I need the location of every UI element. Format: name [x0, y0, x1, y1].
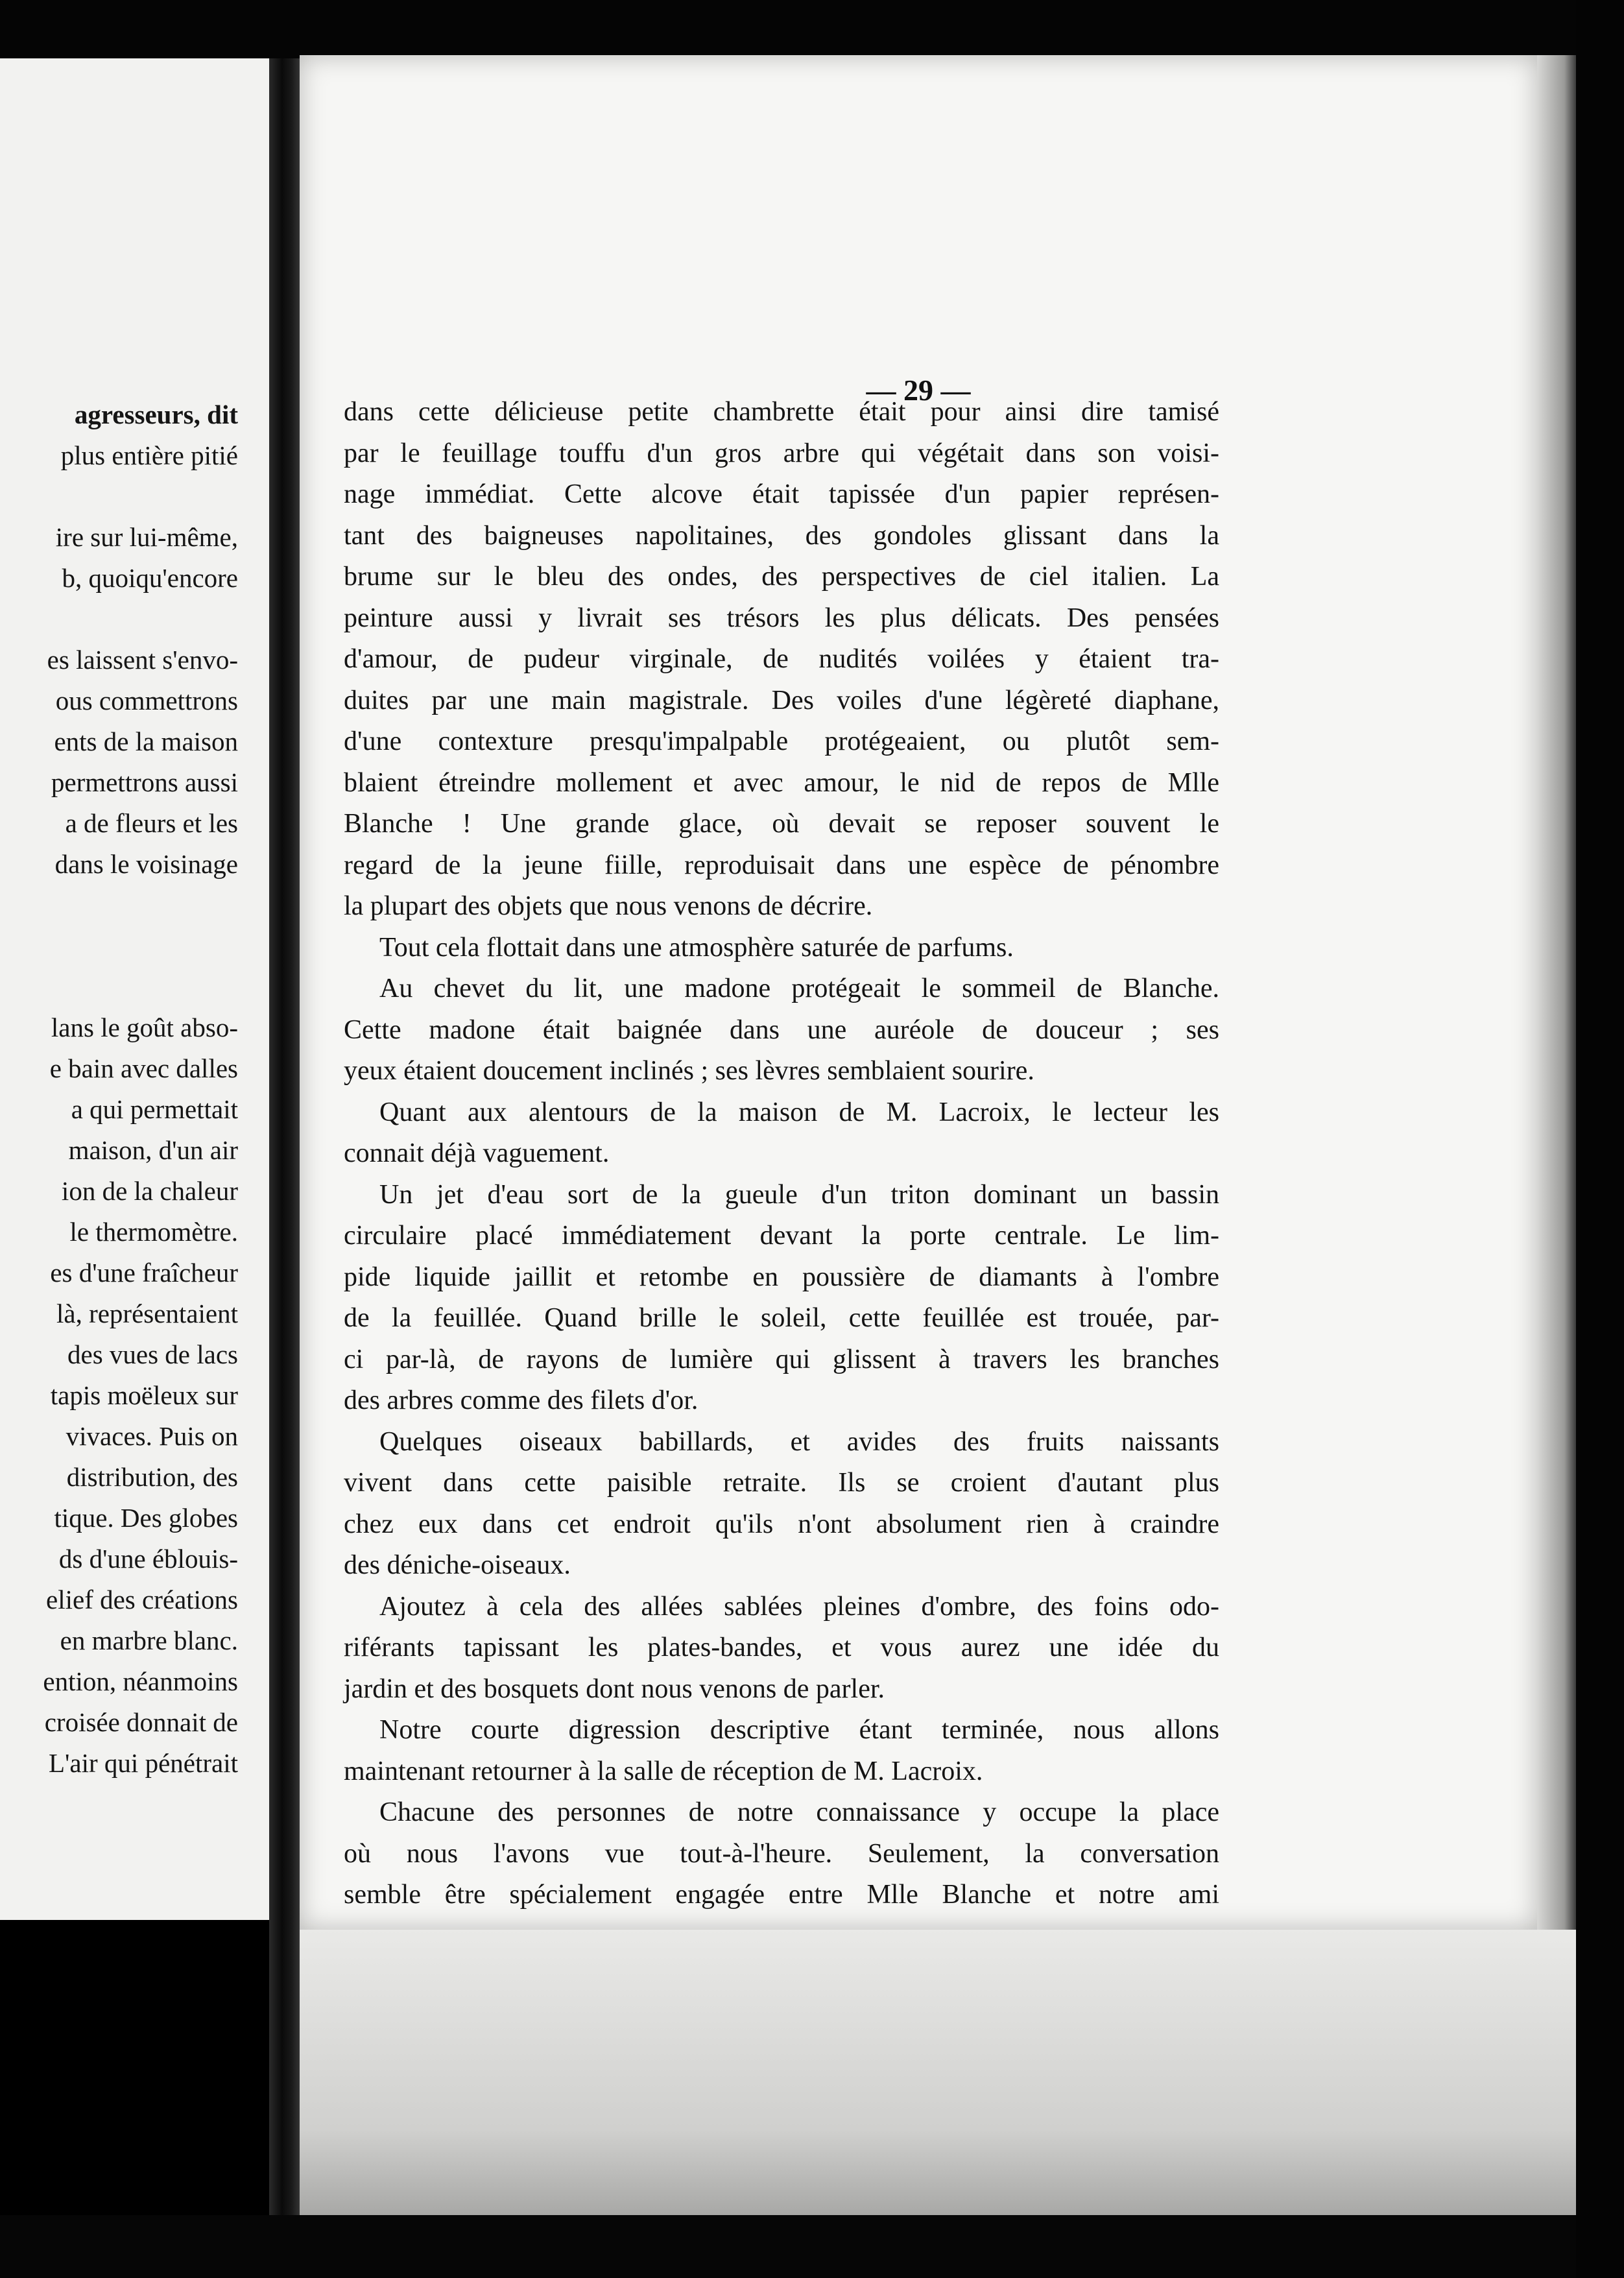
- text-line: d'une contexture presqu'impalpable protégeaient, ou plutôt sem-: [344, 726, 1219, 756]
- lower-blank-area: [300, 1930, 1576, 2215]
- text-line: d'amour, de pudeur virginale, de nudités voilées y étaient tra-: [344, 644, 1219, 674]
- left-page-line: en marbre blanc.: [60, 1625, 238, 1655]
- scan-top-border: [0, 0, 1624, 58]
- left-page-line: là, représentaient: [56, 1299, 238, 1328]
- left-page-line: ds d'une éblouis-: [58, 1544, 238, 1574]
- text-line: chez eux dans cet endroit qu'ils n'ont absolument rien à craindre: [344, 1509, 1219, 1539]
- left-page-line: tique. Des globes: [54, 1503, 238, 1533]
- text-line: pide liquide jaillit et retombe en poussière de diamants à l'ombre: [344, 1262, 1219, 1292]
- text-line: peinture aussi y livrait ses trésors les plus délicats. Des pensées: [344, 603, 1219, 633]
- scan-bottom-border: [0, 2215, 1624, 2278]
- text-line: Ajoutez à cela des allées sablées pleines d'ombre, des foins odo-: [379, 1591, 1219, 1622]
- left-page-line: permettrons aussi: [51, 767, 238, 797]
- text-line: Quelques oiseaux babillards, et avides des fruits naissants: [379, 1426, 1219, 1457]
- left-page-line: vivaces. Puis on: [66, 1421, 238, 1451]
- left-page-line: tapis moëleux sur: [50, 1380, 238, 1410]
- text-line: de la feuillée. Quand brille le soleil, cette feuillée est trouée, par-: [344, 1303, 1219, 1333]
- left-page-line: es d'une fraîcheur: [50, 1258, 238, 1288]
- text-line: Un jet d'eau sort de la gueule d'un triton dominant un bassin: [379, 1179, 1219, 1210]
- left-page-line: L'air qui pénétrait: [49, 1748, 238, 1778]
- text-line: dans cette délicieuse petite chambrette était pour ainsi dire tamisé: [344, 397, 1219, 427]
- page-edge: [1537, 55, 1576, 1930]
- text-line: riférants tapissant les plates-bandes, et vous aurez une idée du: [344, 1633, 1219, 1662]
- left-page-line: distribution, des: [66, 1462, 238, 1492]
- left-page-line: ion de la chaleur: [61, 1176, 238, 1206]
- text-line: duites par une main magistrale. Des voiles d'une légèreté diaphane,: [344, 685, 1219, 715]
- left-page: [0, 58, 276, 1920]
- text-line: yeux étaient doucement inclinés ; ses lèvres semblaient sourire.: [344, 1056, 1034, 1086]
- text-line: des arbres comme des filets d'or.: [344, 1385, 699, 1415]
- text-line: la plupart des objets que nous venons de décrire.: [344, 891, 873, 921]
- text-line: Chacune des personnes de notre connaissance y occupe la place: [379, 1797, 1219, 1827]
- left-page-line: des vues de lacs: [67, 1339, 238, 1369]
- text-line: Tout cela flottait dans une atmosphère saturée de parfums.: [379, 932, 1014, 963]
- page-number: — 29 —: [866, 374, 971, 407]
- left-page-line: ire sur lui-même,: [55, 522, 238, 552]
- text-line: jardin et des bosquets dont nous venons de parler.: [344, 1673, 885, 1704]
- text-line: blaient étreindre mollement et avec amour, le nid de repos de Mlle: [344, 767, 1219, 798]
- left-page-line: plus entière pitié: [60, 440, 238, 470]
- text-line: maintenant retourner à la salle de réception de M. Lacroix.: [344, 1756, 983, 1786]
- text-line: semble être spécialement engagée entre Mlle Blanche et notre ami: [344, 1880, 1219, 1910]
- left-page-line: ention, néanmoins: [43, 1666, 238, 1696]
- left-page-line: le thermomètre.: [69, 1217, 238, 1247]
- text-line: circulaire placé immédiatement devant la porte centrale. Le lim-: [344, 1221, 1219, 1251]
- left-page-line: dans le voisinage: [54, 849, 238, 879]
- book-gutter: [269, 58, 302, 2277]
- left-page-line: e bain avec dalles: [49, 1053, 238, 1083]
- left-page-line: ents de la maison: [54, 726, 238, 756]
- left-page-line: croisée donnait de: [44, 1707, 238, 1737]
- left-page-line: a de fleurs et les: [65, 808, 238, 838]
- left-page-line: b, quoiqu'encore: [62, 563, 238, 593]
- left-page-line: maison, d'un air: [68, 1135, 238, 1165]
- left-page-line: es laissent s'envo-: [47, 645, 238, 675]
- left-page-line: lans le goût abso-: [51, 1013, 238, 1042]
- text-line: Notre courte digression descriptive étant terminée, nous allons: [379, 1715, 1219, 1745]
- text-line: Blanche ! Une grande glace, où devait se reposer souvent le: [344, 809, 1219, 839]
- text-line: regard de la jeune fiille, reproduisait dans une espèce de pénombre: [344, 850, 1219, 880]
- left-page-line: agresseurs, dit: [74, 400, 238, 429]
- left-page-line: elief des créations: [46, 1585, 238, 1614]
- text-line: des déniche-oiseaux.: [344, 1550, 571, 1580]
- text-line: Au chevet du lit, une madone protégeait le sommeil de Blanche.: [379, 974, 1219, 1003]
- text-line: tant des baigneuses napolitaines, des gondoles glissant dans la: [344, 520, 1219, 551]
- text-line: nage immédiat. Cette alcove était tapissée d'un papier représen-: [344, 479, 1219, 509]
- text-line: brume sur le bleu des ondes, des perspectives de ciel italien. La: [344, 562, 1219, 592]
- text-line: connait déjà vaguement.: [344, 1138, 610, 1168]
- text-line: où nous l'avons vue tout-à-l'heure. Seulement, la conversation: [344, 1838, 1219, 1869]
- scan-right-border: [1576, 0, 1624, 2278]
- text-line: vivent dans cette paisible retraite. Ils se croient d'autant plus: [344, 1468, 1219, 1498]
- text-line: par le feuillage touffu d'un gros arbre qui végétait dans son voisi-: [344, 438, 1219, 468]
- left-page-line: a qui permettait: [71, 1094, 238, 1124]
- text-line: Cette madone était baignée dans une auréole de douceur ; ses: [344, 1014, 1219, 1045]
- left-page-line: ous commettrons: [55, 686, 238, 715]
- text-line: Quant aux alentours de la maison de M. Lacroix, le lecteur les: [379, 1097, 1219, 1127]
- text-line: ci par-là, de rayons de lumière qui glissent à travers les branches: [344, 1344, 1219, 1374]
